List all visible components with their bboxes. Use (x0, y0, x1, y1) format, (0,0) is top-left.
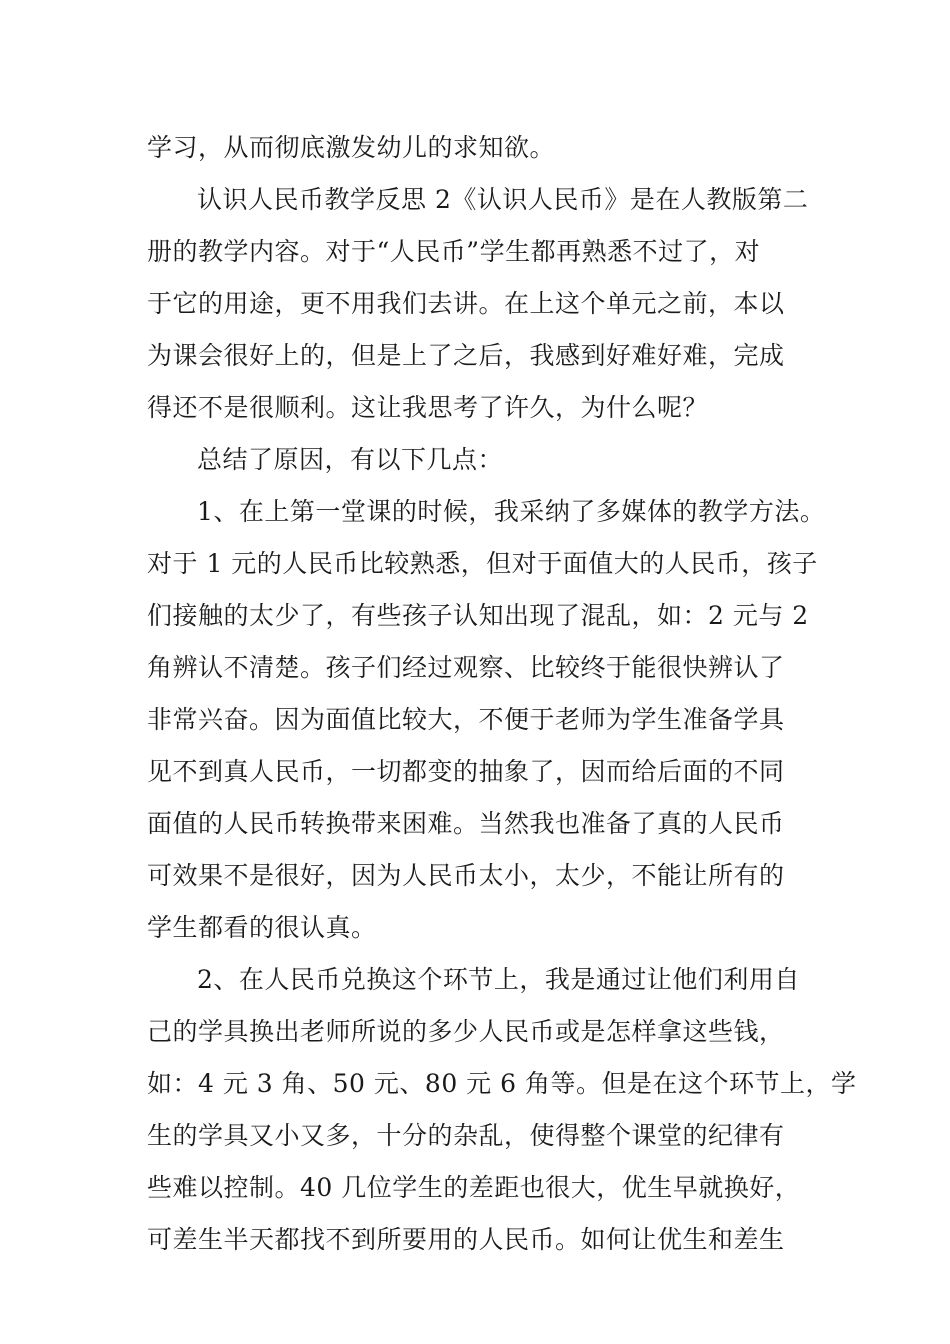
text-line: 学习，从而彻底激发幼儿的求知欲。 (147, 133, 556, 162)
text-line: 见不到真人民币，一切都变的抽象了，因而给后面的不同 (147, 757, 785, 786)
text-line: 些难以控制。40 几位学生的差距也很大，优生早就换好， (147, 1173, 801, 1202)
text-line: 如：4 元 3 角、50 元、80 元 6 角等。但是在这个环节上，学 (147, 1069, 857, 1098)
text-line: 角辨认不清楚。孩子们经过观察、比较终于能很快辨认了 (147, 653, 785, 682)
text-line: 非常兴奋。因为面值比较大，不便于老师为学生准备学具 (147, 705, 785, 734)
text-line: 生的学具又小又多，十分的杂乱，使得整个课堂的纪律有 (147, 1121, 785, 1150)
text-line: 面值的人民币转换带来困难。当然我也准备了真的人民币 (147, 809, 785, 838)
paragraph-start: 总结了原因，有以下几点： (197, 445, 504, 474)
text-line: 可差生半天都找不到所要用的人民币。如何让优生和差生 (147, 1225, 785, 1254)
text-line: 得还不是很顺利。这让我思考了许久，为什么呢？ (147, 393, 709, 422)
text-line: 们接触的太少了，有些孩子认知出现了混乱，如：2 元与 2 (147, 601, 809, 630)
paragraph-start: 认识人民币教学反思 2《认识人民币》是在人教版第二 (197, 185, 809, 214)
text-line: 于它的用途，更不用我们去讲。在上这个单元之前，本以 (147, 289, 785, 318)
text-line: 册的教学内容。对于“人民币”学生都再熟悉不过了，对 (147, 237, 761, 266)
paragraph-start: 2、在人民币兑换这个环节上，我是通过让他们利用自 (197, 965, 800, 994)
text-line: 可效果不是很好，因为人民币太小，太少，不能让所有的 (147, 861, 785, 890)
paragraph-start: 1、在上第一堂课的时候，我采纳了多媒体的教学方法。 (197, 497, 826, 526)
text-line: 为课会很好上的，但是上了之后，我感到好难好难，完成 (147, 341, 785, 370)
text-line: 己的学具换出老师所说的多少人民币或是怎样拿这些钱， (147, 1017, 785, 1046)
text-line: 学生都看的很认真。 (147, 913, 377, 942)
text-line: 对于 1 元的人民币比较熟悉，但对于面值大的人民币，孩子 (147, 549, 818, 578)
